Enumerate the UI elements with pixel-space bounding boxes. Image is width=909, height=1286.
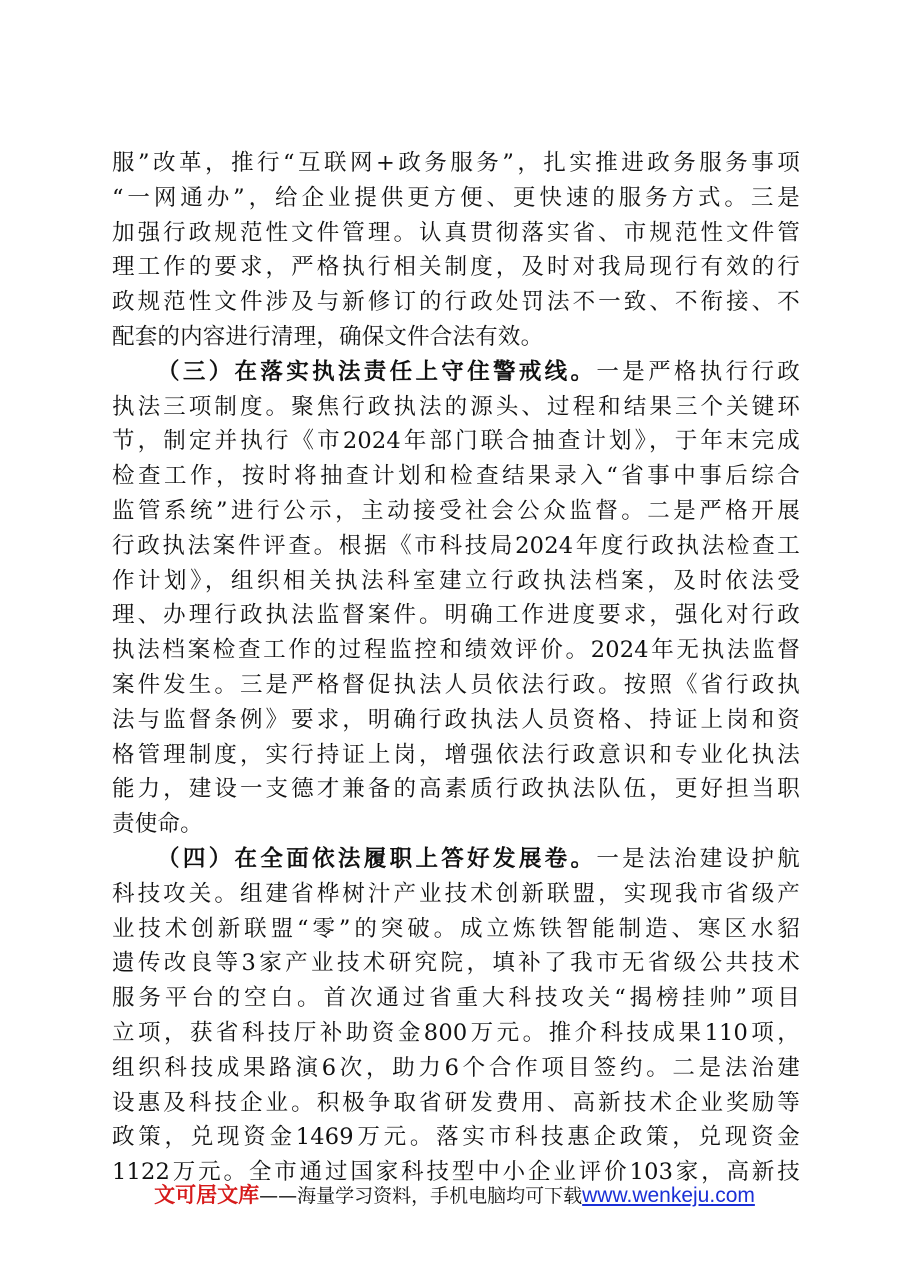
text-line: 监管系统”进行公示，主动接受社会公众监督。二是严格开展 bbox=[112, 497, 800, 524]
text-line: 理、办理行政执法监督案件。明确工作进度要求，强化对行政 bbox=[112, 602, 800, 629]
section-4-heading: （四）在全面依法履职上答好发展卷。 bbox=[157, 845, 597, 872]
section-3-lead-text: 一是严格执行行政 bbox=[596, 358, 800, 385]
text-line: 执法三项制度。聚焦行政执法的源头、过程和结果三个关键环 bbox=[112, 393, 800, 420]
section-4-first-line bbox=[112, 842, 800, 877]
section-4-lead-text: 一是法治建设护航 bbox=[596, 845, 800, 872]
text-line: 行政执法案件评查。根据《市科技局2024年度行政执法检查工 bbox=[112, 532, 800, 559]
text-line: 立项，获省科技厅补助资金800万元。推介科技成果110项， bbox=[112, 1019, 800, 1046]
text-line: 案件发生。三是严格督促执法人员依法行政。按照《省行政执 bbox=[112, 671, 800, 698]
text-line: 服务平台的空白。首次通过省重大科技攻关“揭榜挂帅”项目 bbox=[112, 985, 800, 1012]
text-line: 检查工作，按时将抽查计划和检查结果录入“省事中事后综合 bbox=[112, 463, 800, 490]
text-line: 服”改革，推行“互联网+政务服务”，扎实推进政务服务事项 bbox=[112, 150, 800, 176]
footer-url-link[interactable]: www.wenkeju.com bbox=[582, 1184, 755, 1207]
text-line: 责使命。 bbox=[112, 811, 203, 838]
text-line: 法与监督条例》要求，明确行政执法人员资格、持证上岗和资 bbox=[112, 706, 800, 733]
section-3-heading: （三）在落实执法责任上守住警戒线。 bbox=[157, 358, 597, 385]
text-line: 加强行政规范性文件管理。认真贯彻落实省、市规范性文件管 bbox=[112, 219, 800, 246]
text-line: 配套的内容进行清理，确保文件合法有效。 bbox=[112, 323, 544, 350]
text-line: 节，制定并执行《市2024年部门联合抽查计划》，于年末完成 bbox=[112, 428, 800, 455]
text-line: 遗传改良等3家产业技术研究院，填补了我市无省级公共技术 bbox=[112, 950, 800, 977]
text-line: 格管理制度，实行持证上岗，增强依法行政意识和专业化执法 bbox=[112, 741, 800, 768]
text-line: 科技攻关。组建省桦树汁产业技术创新联盟，实现我市省级产 bbox=[112, 880, 800, 907]
text-line: 理工作的要求，严格执行相关制度，及时对我局现行有效的行 bbox=[112, 254, 800, 281]
text-line: 设惠及科技企业。积极争取省研发费用、高新技术企业奖励等 bbox=[112, 1089, 800, 1116]
text-line: 政规范性文件涉及与新修订的行政处罚法不一致、不衔接、不 bbox=[112, 289, 800, 316]
text-line: 政策，兑现资金1469万元。落实市科技惠企政策，兑现资金 bbox=[112, 1124, 800, 1151]
text-line: 组织科技成果路演6次，助力6个合作项目签约。二是法治建 bbox=[112, 1054, 800, 1081]
footer-banner bbox=[0, 1180, 909, 1211]
text-line: 1122万元。全市通过国家科技型中小企业评价103家，高新技 bbox=[112, 1159, 800, 1186]
section-3-first-line bbox=[112, 355, 800, 390]
text-line: 业技术创新联盟“零”的突破。成立炼铁智能制造、寒区水貂 bbox=[112, 915, 800, 942]
text-line: “一网通办”，给企业提供更方便、更快速的服务方式。三是 bbox=[112, 184, 800, 211]
text-line: 能力，建设一支德才兼备的高素质行政执法队伍，更好担当职 bbox=[112, 776, 800, 803]
footer-tagline: ——海量学习资料，手机电脑均可下载 bbox=[259, 1185, 583, 1207]
footer-brand: 文可居文库 bbox=[154, 1183, 260, 1207]
text-line: 执法档案检查工作的过程监控和绩效评价。2024年无执法监督 bbox=[112, 637, 800, 664]
document-body bbox=[112, 146, 800, 1190]
text-line: 作计划》，组织相关执法科室建立行政执法档案，及时依法受 bbox=[112, 567, 800, 594]
